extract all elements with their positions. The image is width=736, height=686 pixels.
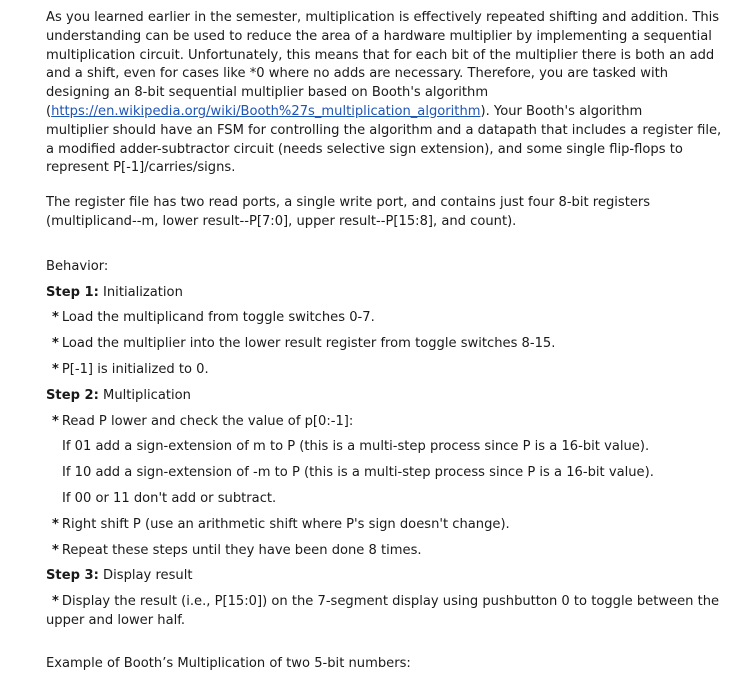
step2-bullet	[52, 413, 722, 432]
step3-bullet-continuation: upper and lower half.	[46, 612, 186, 628]
step2-bullet	[52, 516, 722, 535]
intro-line: multiplier should have an FSM for controlling the algorithm and a datapath that includes a register file,	[46, 122, 722, 138]
behavior-heading: Behavior:	[46, 258, 109, 274]
bullet-text: Repeat these steps until they have been done 8 times.	[61, 542, 422, 558]
intro-line: represent P[-1]/carries/signs.	[46, 160, 236, 176]
bullet-star: *	[52, 516, 59, 532]
bullet-star: *	[52, 336, 59, 352]
intro-line: a modified adder-subtractor circuit (needs selective sign extension), and some single flip-flops to	[46, 141, 683, 157]
step1-bullet	[52, 361, 722, 380]
intro-line: understanding can be used to reduce the area of a hardware multiplier by implementing a sequential	[46, 28, 712, 44]
bullet-text: Load the multiplicand from toggle switches 0-7.	[61, 310, 375, 326]
step2-label: Step 2:	[46, 387, 99, 403]
bullet-star: *	[52, 413, 59, 429]
step2-bullet	[52, 542, 722, 561]
step2-heading	[46, 387, 722, 406]
step2-title: Multiplication	[98, 387, 191, 403]
register-file-line: The register file has two read ports, a single write port, and contains just four 8-bit registers	[46, 195, 651, 211]
link-open-paren: (	[46, 103, 52, 119]
bullet-text: Right shift P (use an arithmetic shift where P's sign doesn't change).	[61, 516, 510, 532]
example-caption: Example of Booth’s Multiplication of two 5-bit numbers:	[46, 655, 411, 671]
intro-link-line	[46, 103, 722, 122]
intro-line: designing an 8-bit sequential multiplier based on Booth's algorithm	[46, 85, 489, 101]
register-file-line: (multiplicand--m, lower result--P[7:0], upper result--P[15:8], and count).	[46, 213, 517, 229]
bullet-star: *	[52, 542, 59, 558]
step2-case: If 01 add a sign-extension of m to P (this is a multi-step process since P is a 16-bit value).	[62, 439, 650, 455]
step1-title: Initialization	[98, 284, 183, 300]
step3-label: Step 3:	[46, 568, 99, 584]
bullet-star: *	[52, 361, 59, 377]
register-file-paragraph	[46, 194, 722, 232]
step1-bullet	[52, 335, 722, 354]
bullet-text: Read P lower and check the value of p[0:-1]:	[61, 413, 354, 429]
step3-title: Display result	[98, 568, 193, 584]
bullet-text: P[-1] is initialized to 0.	[61, 361, 209, 377]
step1-heading	[46, 284, 722, 303]
booth-algorithm-link[interactable]: https://en.wikipedia.org/wiki/Booth%27s_multiplication_algorithm	[51, 103, 481, 119]
intro-line: and a shift, even for cases like *0 where no adds are necessary. Therefore, you are tasked with	[46, 66, 669, 82]
intro-line: As you learned earlier in the semester, multiplication is effectively repeated shifting and addition. This	[46, 10, 720, 25]
bullet-text: Load the multiplier into the lower result register from toggle switches 8-15.	[61, 336, 556, 352]
step3-heading	[46, 567, 722, 586]
bullet-star: *	[52, 310, 59, 326]
document-page	[46, 9, 722, 674]
link-trailing-text: ). Your Booth's algorithm	[480, 103, 643, 119]
step1-label: Step 1:	[46, 284, 99, 300]
step1-bullet	[52, 309, 722, 328]
bullet-text: Display the result (i.e., P[15:0]) on the 7-segment display using pushbutton 0 to toggle between the	[61, 594, 720, 610]
intro-paragraph	[46, 9, 722, 178]
bullet-star: *	[52, 594, 59, 610]
step2-case: If 00 or 11 don't add or subtract.	[62, 490, 277, 506]
step2-case: If 10 add a sign-extension of -m to P (this is a multi-step process since P is a 16-bit value).	[62, 465, 654, 481]
intro-line: multiplication circuit. Unfortunately, this means that for each bit of the multiplier there is both an add	[46, 47, 715, 63]
step3-bullet	[52, 593, 722, 612]
